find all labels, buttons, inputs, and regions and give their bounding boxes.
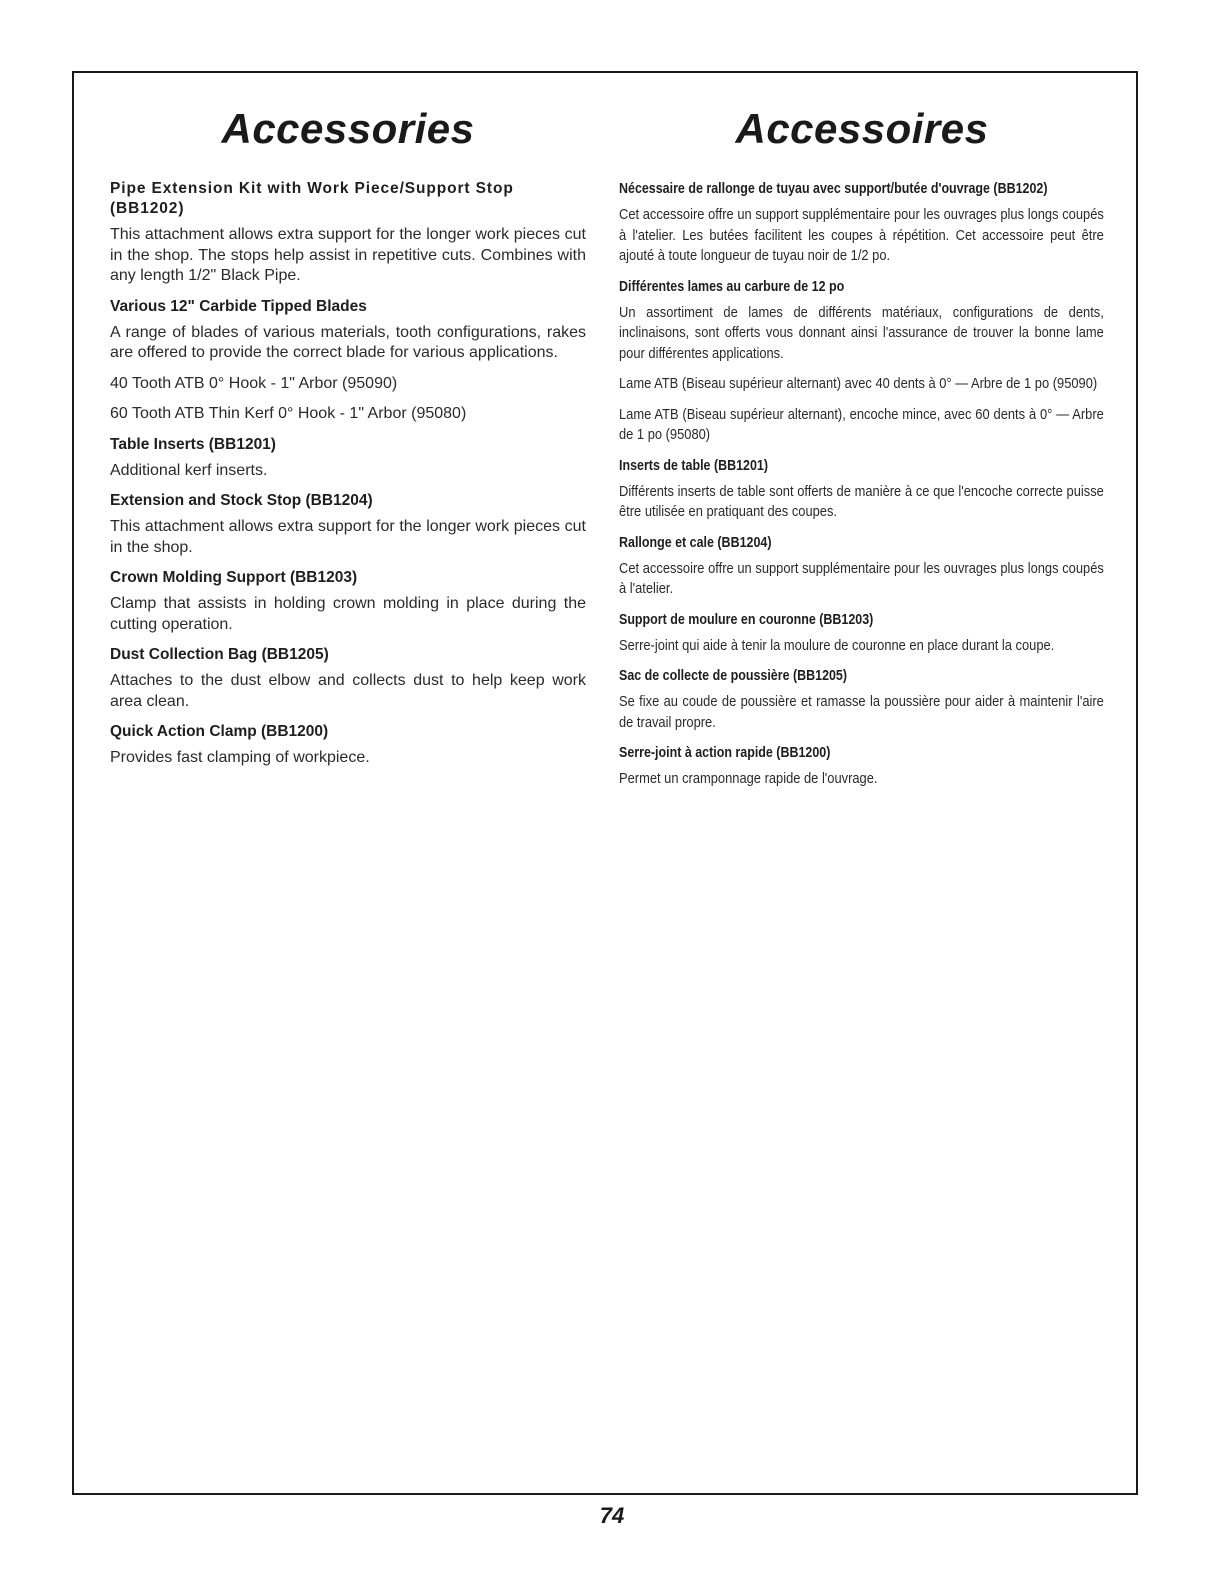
blade-spec-60-tooth-fr: Lame ATB (Biseau supérieur alternant), encoche mince, avec 60 dents à 0° — Arbre de 1 po (95080) <box>619 405 1104 443</box>
section-dust-collection-bag-fr <box>619 666 1105 733</box>
section-title: Différentes lames au carbure de 12 po <box>619 278 845 295</box>
section-table-inserts <box>110 435 586 482</box>
blade-spec-40-tooth-fr: Lame ATB (Biseau supérieur alternant) avec 40 dents à 0° — Arbre de 1 po (95090) <box>619 375 1098 392</box>
section-title: Inserts de table (BB1201) <box>619 457 769 474</box>
section-extension-stock-stop <box>110 491 586 558</box>
section-body: Serre-joint qui aide à tenir la moulure de couronne en place durant la coupe. <box>619 636 1055 654</box>
section-title: Various 12" Carbide Tipped Blades <box>110 297 367 315</box>
section-title: Pipe Extension Kit with Work Piece/Support Stop (BB1202) <box>110 180 514 217</box>
blade-spec-40-tooth: 40 Tooth ATB 0° Hook - 1" Arbor (95090) <box>110 374 398 392</box>
section-crown-molding-support <box>110 568 586 635</box>
section-pipe-extension-kit <box>110 179 586 287</box>
section-title: Crown Molding Support (BB1203) <box>110 569 358 586</box>
section-body: This attachment allows extra support for the longer work pieces cut in the shop. <box>110 518 586 556</box>
section-quick-action-clamp-fr <box>619 743 1105 790</box>
section-body: Permet un cramponnage rapide de l'ouvrage. <box>619 770 878 787</box>
english-title: Accessories <box>221 105 475 152</box>
section-pipe-extension-kit-fr <box>619 179 1105 267</box>
section-quick-action-clamp <box>110 722 586 769</box>
section-title: Rallonge et cale (BB1204) <box>619 534 772 551</box>
section-dust-collection-bag <box>110 645 586 712</box>
section-title: Sac de collecte de poussière (BB1205) <box>619 668 848 684</box>
section-title: Support de moulure en couronne (BB1203) <box>619 611 874 628</box>
section-body: Se fixe au coude de poussière et ramasse la poussière pour aider à maintenir l'aire de travail propre. <box>619 693 1104 731</box>
section-title: Quick Action Clamp (BB1200) <box>110 723 329 740</box>
section-body: Cet accessoire offre un support supplémentaire pour les ouvrages plus longs coupés à l'atelier. Les butées facilitent les coupes à répétition. Cet accessoire peut être ajouté à toute longueur de tuyau noir de 1/2 po. <box>619 206 1104 264</box>
section-title: Table Inserts (BB1201) <box>110 435 276 453</box>
french-column <box>619 73 1105 800</box>
section-title: Serre-joint à action rapide (BB1200) <box>619 745 831 761</box>
section-body: Attaches to the dust elbow and collects dust to help keep work area clean. <box>110 672 586 710</box>
section-title: Extension and Stock Stop (BB1204) <box>110 492 373 509</box>
section-carbide-blades-fr <box>619 277 1105 446</box>
section-title: Dust Collection Bag (BB1205) <box>110 646 329 663</box>
section-body: Provides fast clamping of workpiece. <box>110 749 370 766</box>
section-body: Cet accessoire offre un support supplémentaire pour les ouvrages plus longs coupés à l'atelier. <box>619 559 1104 597</box>
section-body: Clamp that assists in holding crown molding in place during the cutting operation. <box>110 595 586 633</box>
section-extension-stock-stop-fr <box>619 533 1105 600</box>
french-title: Accessoires <box>735 105 989 152</box>
page-frame <box>72 71 1138 1495</box>
english-column <box>110 73 586 779</box>
section-carbide-blades <box>110 297 586 425</box>
section-body: This attachment allows extra support for the longer work pieces cut in the shop. The stops help assist in repetitive cuts. Combines with any length 1/2" Black Pipe. <box>110 226 586 284</box>
blade-spec-60-tooth: 60 Tooth ATB Thin Kerf 0° Hook - 1" Arbor (95080) <box>110 405 467 422</box>
section-body: Différents inserts de table sont offerts de manière à ce que l'encoche correcte puisse être utilisée en pratiquant des coupes. <box>619 482 1104 520</box>
page-number: 74 <box>599 1503 625 1528</box>
section-title: Nécessaire de rallonge de tuyau avec support/butée d'ouvrage (BB1202) <box>619 181 1048 197</box>
section-body: Additional kerf inserts. <box>110 461 268 479</box>
section-crown-molding-support-fr <box>619 610 1105 657</box>
section-body: A range of blades of various materials, tooth configurations, rakes are offered to provide the correct blade for various applications. <box>110 323 586 361</box>
section-body: Un assortiment de lames de différents matériaux, configurations de dents, inclinaisons, sont offerts vous donnant ainsi l'assurance de trouver la bonne lame pour différentes applications. <box>619 303 1104 362</box>
section-table-inserts-fr <box>619 456 1105 523</box>
